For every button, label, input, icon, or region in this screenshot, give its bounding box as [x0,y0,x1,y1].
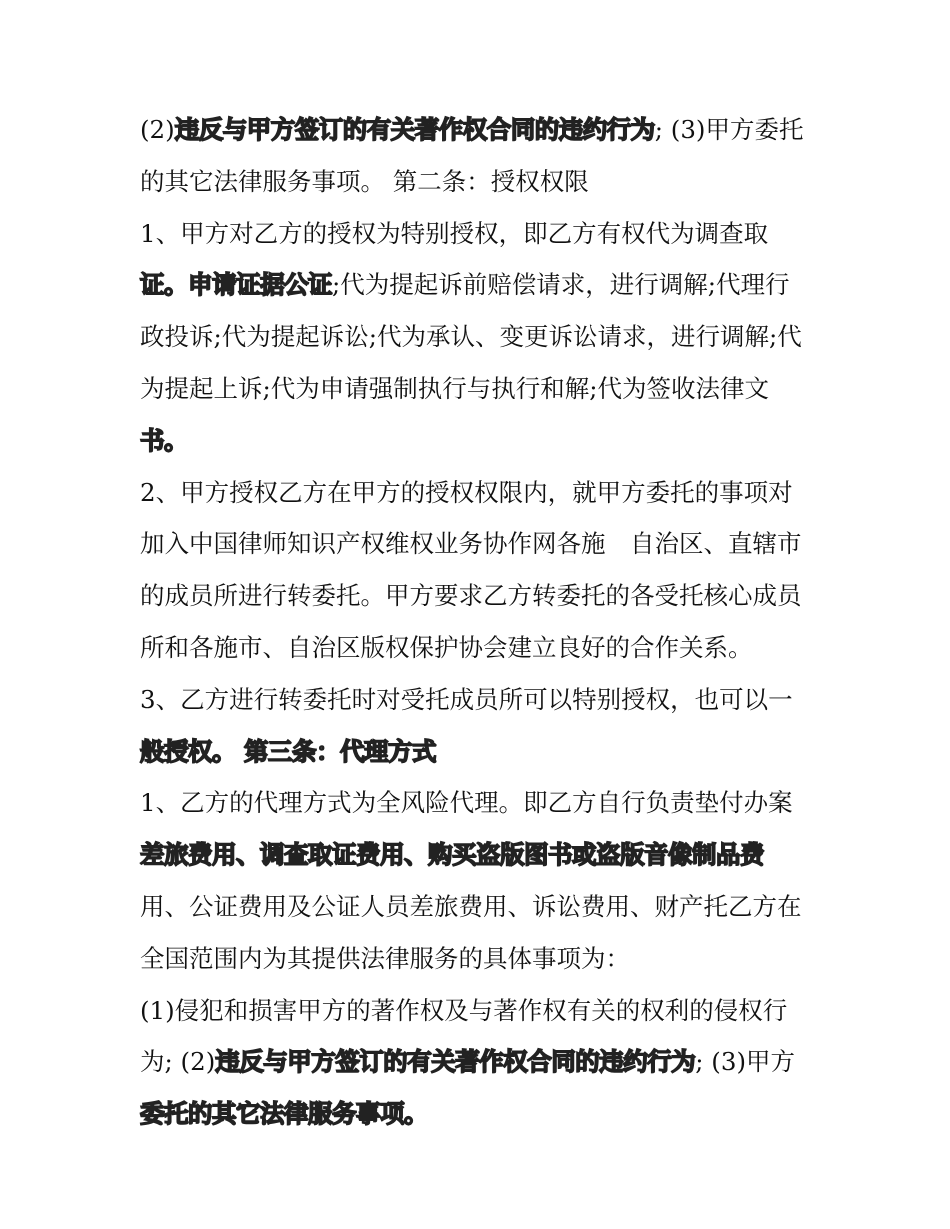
text-segment: 政投诉;代为提起诉讼;代为承认、变更诉讼请求，进行调解;代 [140,322,802,352]
text-segment: 所和各施市、自治区版权保护协会建立良好的合作关系。 [140,632,753,662]
outlined-text-segment: 书。 [140,425,188,455]
outlined-text-segment: 违反与甲方签订的有关著作权合同的违约行为 [215,1047,696,1077]
text-line [140,467,820,519]
text-segment: 1、乙方的代理方式为全风险代理。即乙方自行负责垫付办案 [140,788,793,818]
text-line [140,985,820,1037]
text-segment: (1)侵犯和损害甲方的著作权及与著作权有关的权利的侵权行 [140,995,788,1025]
text-line [140,622,820,674]
text-line [140,104,820,156]
text-segment: 3、乙方进行转委托时对受托成员所可以特别授权，也可以一 [140,684,793,714]
outlined-text-segment: 委托的其它法律服务事项。 [140,1099,428,1129]
outlined-text-segment: 般授权。 第三条：代理方式 [140,736,437,766]
text-line [140,933,820,985]
text-segment: 全国范围内为其提供法律服务的具体事项为： [140,943,630,973]
text-line [140,259,820,311]
text-line [140,881,820,933]
text-segment: 为提起上诉;代为申请强制执行与执行和解;代为签收法律文 [140,373,770,403]
text-segment: 的成员所进行转委托。甲方要求乙方转委托的各受托核心成员 [140,581,802,611]
text-segment: ;代为提起诉前赔偿请求，进行调解;代理行 [332,270,790,300]
text-line [140,829,820,881]
text-segment: 2、甲方授权乙方在甲方的授权权限内，就甲方委托的事项对 [140,477,793,507]
text-segment: 的其它法律服务事项。 第二条：授权权限 [140,166,589,196]
text-line [140,311,820,363]
outlined-text-segment: 证。申请证据公证 [140,270,332,300]
text-line [140,674,820,726]
text-segment: ; (3)甲方委托 [654,115,804,144]
text-segment: 1、甲方对乙方的授权为特别授权，即乙方有权代为调查取 [140,218,769,248]
text-segment: 为; (2) [140,1047,216,1077]
text-line [140,570,820,622]
outlined-text-segment: 差旅费用、调查取证费用、购买盗版图书或盗版音像制品费 [140,840,764,870]
text-line [140,518,820,570]
text-line [140,415,820,467]
text-line [140,1088,820,1140]
text-segment: (2) [140,115,175,144]
text-segment: 加入中国律师知识产权维权业务协作网各施 自治区、直辖市 [140,529,802,559]
document-body [140,104,820,1140]
text-line [140,208,820,260]
outlined-text-segment: 违反与甲方签订的有关著作权合同的违约行为 [174,115,655,144]
text-line [140,363,820,415]
text-segment: 用、公证费用及公证人员差旅费用、诉讼费用、财产托乙方在 [140,891,802,921]
text-line [140,726,820,778]
text-segment: ; (3)甲方 [695,1047,795,1077]
text-line [140,1036,820,1088]
text-line [140,777,820,829]
text-line [140,156,820,208]
